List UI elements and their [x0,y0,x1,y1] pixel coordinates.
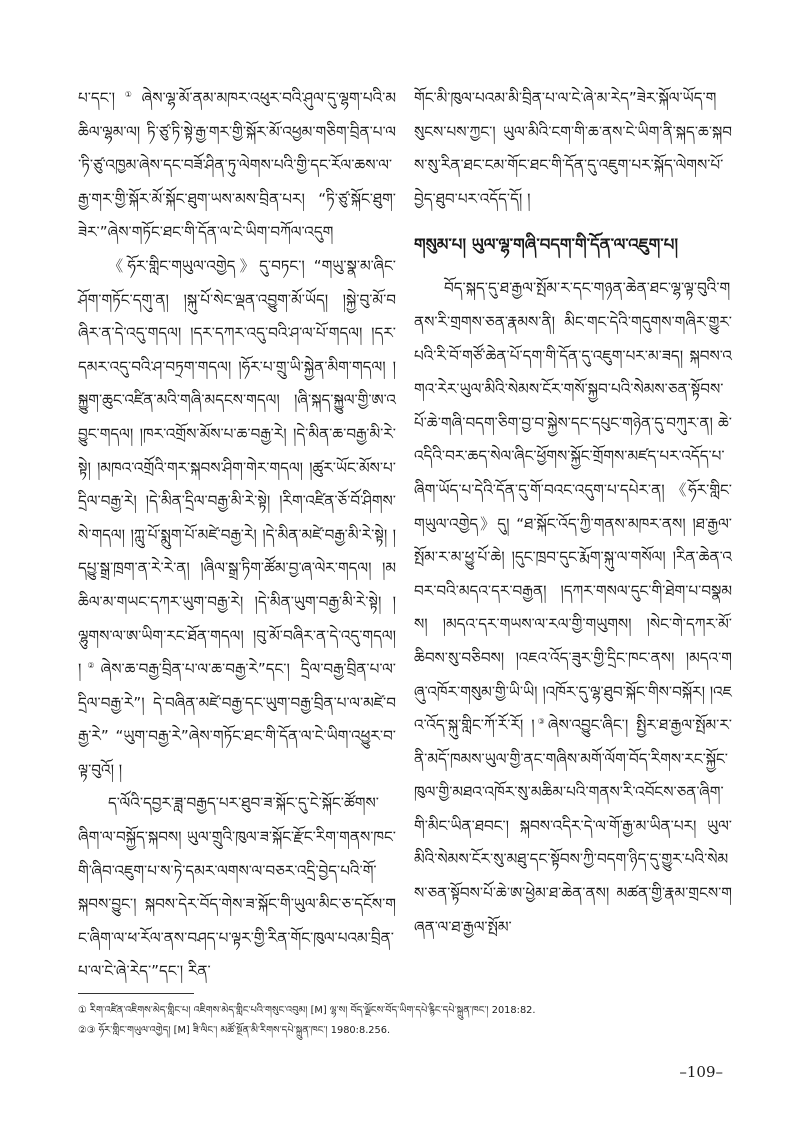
paragraph [414,272,732,944]
footnote-divider [78,993,194,994]
paragraph [78,250,396,788]
paragraph: ད་ལོའི་དབྱར་ཟླ་བརྒྱད་པར་ཐུབ་ཟ་སྐོང་དུ་ངེ་སྐོང་ཚོགས་ཞིག་ལ་བསྐྱོད་སྐབས། ཡུལ་གྲུའི་ཁུལ་ཟ་སྐོང་རྫོང་རིག་གནས་ཁང་གི་ཞིབ་འཇུག་པ་ས་ཏེ་དམར་ལགས་ལ་བཅར་འདྲི་བྱེད་པའི་གོ་སྐབས་བྱུང་། སྐབས་དེར་བོད་གེས་ཟ་སྐོང་གི་ཡུལ་མིང་ཅ་དངོས་གང་ཞིག་ལ་ཕ་རོལ་ནས་བཤད་པ་ལྟར་གྱི་རིན་གོང་ཁུལ་པའམ་བྲིན་པ་ལ་ངེ་ཞེ་རེད་”དང་། རིན་ [78,794,396,981]
footnote: ②③ ཧོར་གླིང་གཡུལ་འགྱེད། [M] ཟི་ལིང་། མཚོ་སྔོན་མི་རིགས་དཔེ་སྐྲུན་ཁང་། 1980:8.256. [78,1025,391,1036]
paragraph-text: ཞེས་ལྷ་མོ་ནམ་མཁར་འཕུར་བའི་ཤུལ་དུ་ལྷག་པའི་མཆིལ་ལྷམ་ལ། ཏི་ཙུ་ཏི་སྟེ་རྒྱ་གར་གྱི་སྐོར་མོ་འཕྱམ་གཅིག་བྲིན་པ་ལ་ཏི་ཙུ་འཁྱམ་ཞེས་དང་བཟོ་ཤིན་ཏུ་ལེགས་པའི་གྱི་དང་རོལ་ཆས་ལ་རྒྱ་གར་གྱི་སྐོར་མོ་སྐོང་ཐུག་ཡས་མས་བྲིན་པར། “ཏི་ཙུ་སྐོང་ཐུག་ཟེར་”ཞེས་གཏོང་ཐང་གི་དོན་ལ་ངེ་ཡིག་བཀོལ་འདུག [78,89,396,242]
paragraph-text: པ་དང་། [78,89,116,107]
paragraph-text: བོད་སྐད་དུ་ཐ་རྒྱལ་སྤོམ་ར་དང་གཉན་ཆེན་ཐང་ལྷ་ལྟ་བུའི་གནས་རི་གྲགས་ཅན་རྣམས་ནི། མིང་གང་དེའི་གདུགས་གཞིར་གྱུར་པའི་རི་བོ་གཙོ་ཆེན་པོ་དག་གི་དོན་དུ་འཇུག་པར་མ་ཟད། སྐབས་འགའ་རེར་ཡུལ་མིའི་སེམས་ངོར་གསོ་སྐྱབ་པའི་སེམས་ཅན་སྟོབས་པོ་ཆེ་གཞི་བདག་ཅིག་བྱ་བ་སྐྱེས་དང་དཔུང་གཉེན་དུ་བཀུར་ན། ཆེ་འདིའི་བར་ཆད་སེལ་ཞིང་ཕྱོགས་སྐྱོང་གྲོགས་མཛད་པར་འདོད་པ་ཞིག་ཡོད་པ་དེའི་དོན་དུ་གོ་བའང་འདུག་པ་དཔེར་ན། 《ཧོར་གླིང་གཡུལ་འགྱེད》དུ། “ཐ་སྐོང་འོད་ཀྱི་གནས་མཁར་ནས། །ཐ་རྒྱལ་སྤོམ་ར་མ་ཕྱུ་པོ་ཆེ། །དུང་ཁྲབ་དུང་རྨོག་སྐུ་ལ་གསོལ། །རིན་ཆེན་འབར་བའི་མདའ་དར་བརྒྱན། །དཀར་གསལ་དུང་གི་ཐེག་པ་བསྣམས། །མདའ་དར་གཡས་ལ་རལ་གྱི་གཡུགས། །སེང་གེ་དཀར་མོ་ཆིབས་སུ་བཅིབས། །འཇའ་འོད་ཟུར་གྱི་དྲིང་ཁང་ནས། །མདའ་གཞུ་འཁོར་གསུམ་གྱི་ཡི་ཡི། །འཁོར་དུ་ལྷ་ཐུབ་སྐོང་གིས་བསྐོར། །འཇའ་འོད་སྐུ་གླིང་ཀོ་རོ་རོ། ། [414,279,732,735]
footnote-marker: ① [115,89,142,99]
paragraph-text: ཞེས་ཆ་བརྒྱ་བྲིན་པ་ལ་ཆ་བརྒྱ་རེ”དང་། དྲིལ་བརྒྱ་བྲིན་པ་ལ་དྲིལ་བརྒྱ་རེ”། དེ་བཞིན་མཛེ་བརྒྱ་དང་ཡུག་བརྒྱ་བྲིན་པ་ལ་མཛེ་བརྒྱ་རེ” “ཡུག་བརྒྱ་རེ”ཞེས་གཏོང་ཐང་གི་དོན་ལ་ངེ་ཡིག་འཕྱུར་བ་ལྟ་བུའོ། ། [78,660,396,779]
footnote-marker: ② [81,661,101,671]
footnote-marker: ③ [534,717,548,727]
paragraph-text: ཞེས་འབྱུང་ཞིང་། སྤྱིར་ཐ་རྒྱལ་སྤོམ་ར་ནི་མདོ་ཁམས་ཡུལ་གྱི་ནང་གཞིས་མགོ་ལོག་བོད་རིགས་རང་སྐྱོང་ཁུལ་གྱི་མཐའ་འཁོར་སུ་མཆིམ་པའི་གནས་རི་འབོངས་ཅན་ཞིག་གི་མིང་ཡིན་ཐབང་། སྐབས་འདིར་དེ་ལ་གོ་རྒྱ་མ་ཡིན་པར། ཡུལ་མིའི་སེམས་ངོར་སུ་མཐུ་དང་སྟོབས་ཀྱི་བདག་ཉིད་དུ་གྱུར་པའི་སེམས་ཅན་སྟོབས་པོ་ཆེ་ཨ་ཕྱེམ་ཐ་ཆེན་ནས། མཚན་གྱི་རྣམ་གྲངས་གཞན་ལ་ཐ་རྒྱལ་སྤོམ་ [414,716,732,936]
paragraph: གོང་མི་ཁུལ་པའམ་མི་བྲིན་པ་ལ་ངེ་ཞེ་མ་རེད”ཟེར་སྐོལ་ཡོད་གསུངས་པས་ཀྱང་། ཡུལ་མིའི་ངག་གི་ཆ་ནས་ངེ་ཡིག་ནི་སྐད་ཆ་སྐབས་སུ་རིན་ཐང་ངམ་གོང་ཐང་གི་དོན་དུ་འཇུག་པར་སྐོད་ལེགས་པོ་བྱེད་ཐུབ་པར་འདོད་དོ། ། [414,89,732,208]
verse-quote: 《ཧོར་གླིང་གཡུལ་འགྱེད》དུ་བཏང་། “གཡུ་སྣ་མ་ཞིང་ཤོག་གཏོང་དགུ་ན། །སྐུ་པོ་སེང་ལྡན་འབྱུག་མོ་ཡོད། །སྐྱེ་བུ་མོ་བཞིར་ན་དེ་འདུ་གདལ། །དར་དཀར་འདུ་བའི་ཤ་ལ་པོ་གདལ། །དར་དམར་འདུ་བའི་ཤ་བཏྲག་གདལ། །ཧོར་པ་གྲུ་ཡི་སྐྱེན་མིག་གདལ། །སྐྱུག་ཆུང་འཛིན་མའི་གཞི་མདངས་གདལ། །ཞི་སྐད་སྐྱུལ་གྱི་ཨ་འབྱུང་གདལ། །ཁར་འགྲོས་མོས་པ་ཆ་བརྒྱ་རེ། །དེ་མིན་ཆ་བརྒྱ་མི་རེ་སྟེ། །མཁའ་འགྲོའི་གར་སྐབས་ཤིག་གེར་གདལ། །ཚུར་ཡོང་མོས་པ་དྲིལ་བརྒྱ་རེ། །དེ་མིན་དྲིལ་བརྒྱ་མི་རེ་སྟེ། །རིག་འཛིན་ཅོ་བོ་ཤིགས་སེ་གདལ། །ཀླུ་པོ་སྨུག་པོ་མཛེ་བརྒྱ་རེ། །དེ་མིན་མཛེ་བརྒྱ་མི་རེ་སྟེ། །དཔྱུ་སྒྲ་ཁྲག་ན་རེ་རེ་ན། །ཞིལ་སྒྲ་ཏིག་ཚོམ་བྱ་ཞ་ལེར་གདལ། །མཆིལ་མ་གཡང་དཀར་ཡུག་བརྒྱ་རེ། །དེ་མིན་ཡུག་བརྒྱ་མི་རེ་སྟེ། །ལྷུགས་ལ་ཨ་ཡིག་རང་ཐོན་གདལ། །བུ་མོ་བཞིར་ན་དེ་འདུ་གདལ། ། [78,256,396,679]
section-heading: གསུམ་པ། ཡུལ་ལྷ་གཞི་བདག་གི་དོན་ལ་འཇུག་པ། [414,235,679,255]
paragraph [78,82,396,250]
footnotes [78,1001,738,1041]
footnote: ① རིག་འཛིན་འཇིགས་མེད་གླིང་པ། འཇིགས་མེད་གླིང་པའི་གསུང་འབུམ། [M] ལྷ་ས། བོད་ལྗོངས་བོད་ཡིག་དཔེ་རྙིང་དཔེ་སྐྲུན་ཁང་། 2018:82. [78,1005,536,1016]
right-column [414,82,732,944]
left-column [78,82,396,989]
page-number: –109– [679,1063,723,1081]
